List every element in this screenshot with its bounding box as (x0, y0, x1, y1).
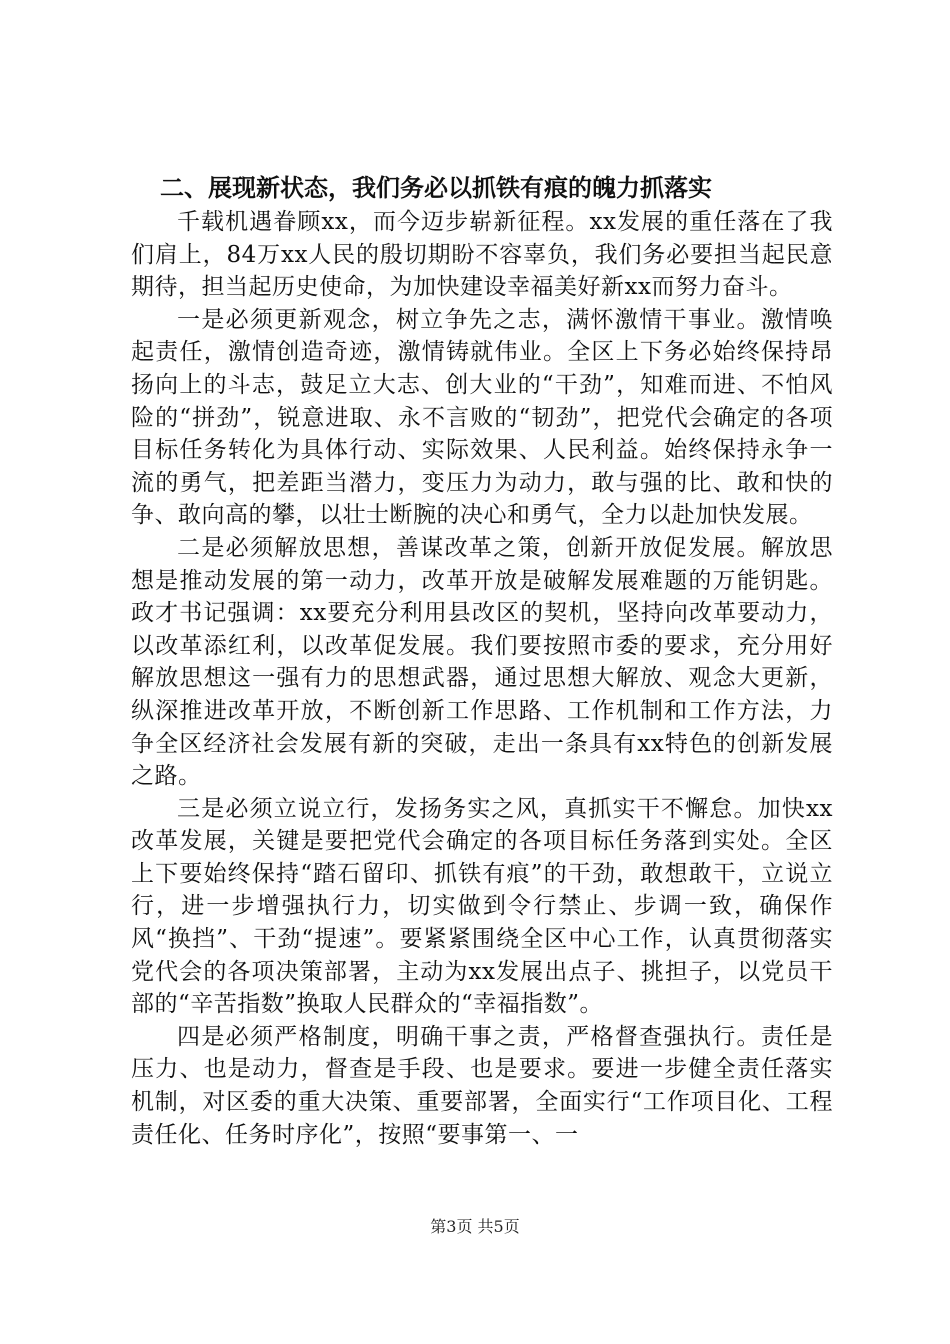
page-number-label: 第3页 共5页 (430, 1217, 520, 1236)
page-footer (0, 1216, 950, 1238)
document-body (131, 171, 833, 1151)
paragraph-point-4: 四是必须严格制度，明确干事之责，严格督查强执行。责任是压力、也是动力，督查是手段、也是要求。要进一步健全责任落实机制，对区委的重大决策、重要部署，全面实行“工作项目化、工程责任化、任务时序化”，按照“要事第一、一 (131, 1023, 833, 1148)
paragraph-point-2: 二是必须解放思想，善谋改革之策，创新开放促发展。解放思想是推动发展的第一动力，改革开放是破解发展难题的万能钥匙。政才书记强调：xx要充分利用县改区的契机，坚持向改革要动力，以改革添红利，以改革促发展。我们要按照市委的要求，充分用好解放思想这一强有力的思想武器，通过思想大解放、观念大更新，纵深推进改革开放，不断创新工作思路、工作机制和工作方法，力争全区经济社会发展有新的突破，走出一条具有xx特色的创新发展之路。 (131, 534, 833, 790)
section-heading: 二、展现新状态，我们务必以抓铁有痕的魄力抓落实 (160, 174, 712, 202)
paragraph-point-1: 一是必须更新观念，树立争先之志，满怀激情干事业。激情唤起责任，激情创造奇迹，激情铸就伟业。全区上下务必始终保持昂扬向上的斗志，鼓足立大志、创大业的“干劲”，知难而进、不怕风险的“拼劲”，锐意进取、永不言败的“韧劲”，把党代会确定的各项目标任务转化为具体行动、实际效果、人民利益。始终保持永争一流的勇气，把差距当潜力，变压力为动力，敢与强的比、敢和快的争、敢向高的攀，以壮士断腕的决心和勇气，全力以赴加快发展。 (131, 306, 833, 529)
paragraph-intro: 千载机遇眷顾xx，而今迈步崭新征程。xx发展的重任落在了我们肩上，84万xx人民的殷切期盼不容辜负，我们务必要担当起民意期待，担当起历史使命，为加快建设幸福美好新xx而努力奋斗。 (131, 209, 833, 301)
paragraph-point-3: 三是必须立说立行，发扬务实之风，真抓实干不懈怠。加快xx改革发展，关键是要把党代会确定的各项目标任务落到实处。全区上下要始终保持“踏石留印、抓铁有痕”的干劲，敢想敢干，立说立行，进一步增强执行力，切实做到令行禁止、步调一致，确保作风“换挡”、干劲“提速”。要紧紧围绕全区中心工作，认真贯彻落实党代会的各项决策部署，主动为xx发展出点子、挑担子，以党员干部的“辛苦指数”换取人民群众的“幸福指数”。 (131, 795, 833, 1018)
